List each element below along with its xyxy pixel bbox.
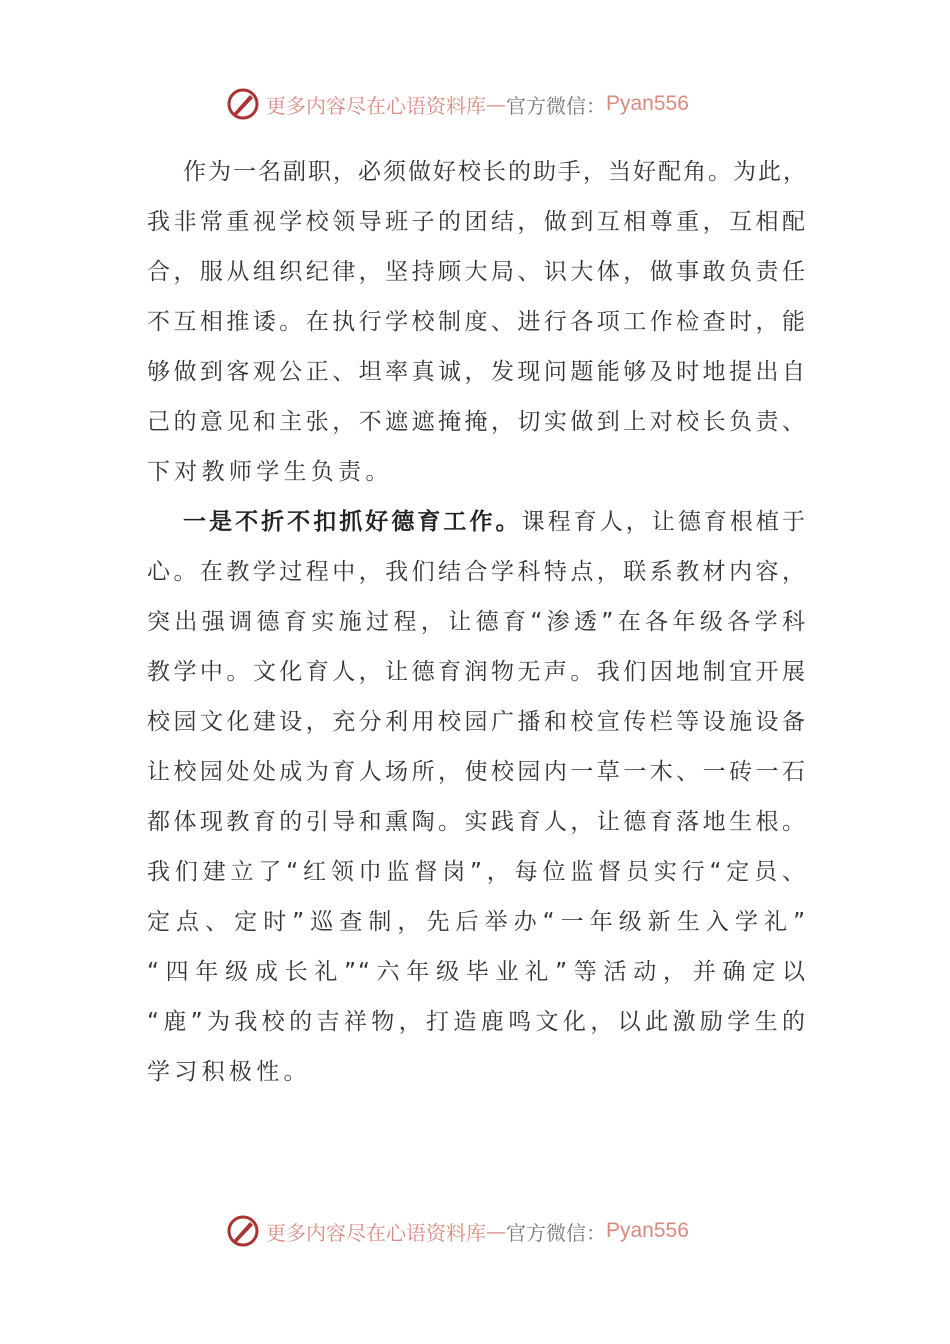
banner-wechat-id: Pyan556 bbox=[606, 92, 689, 115]
text-line bbox=[147, 497, 807, 547]
section-heading: 一是不折不扣抓好德育工作。 bbox=[183, 509, 522, 535]
banner-brand: 更多内容尽在心语资料库 bbox=[266, 93, 486, 118]
text-span: 课程育人，让德育根植于 bbox=[521, 509, 808, 535]
header-banner bbox=[226, 84, 726, 124]
text-line: 我们建立了“红领巾监督岗”，每位监督员实行“定员、 bbox=[147, 859, 807, 885]
paragraph-1 bbox=[147, 147, 807, 497]
text-line: 都体现教育的引导和熏陶。实践育人，让德育落地生根。 bbox=[147, 809, 807, 835]
text-line: 不互相推诿。在执行学校制度、进行各项工作检查时，能 bbox=[147, 309, 807, 335]
text-line: 我非常重视学校领导班子的团结，做到互相尊重，互相配 bbox=[147, 209, 807, 235]
text-line: 让校园处处成为育人场所，使校园内一草一木、一砖一石 bbox=[147, 759, 807, 785]
text-line: “鹿”为我校的吉祥物，打造鹿鸣文化，以此激励学生的 bbox=[147, 1009, 807, 1035]
pen-logo-icon bbox=[226, 1214, 260, 1248]
text-line: 教学中。文化育人，让德育润物无声。我们因地制宜开展 bbox=[147, 659, 807, 685]
text-line: 学习积极性。 bbox=[147, 1059, 311, 1085]
text-line: 心。在教学过程中，我们结合学科特点，联系教材内容， bbox=[147, 559, 807, 585]
banner-dash: — bbox=[486, 92, 506, 116]
text-line: 定点、定时”巡查制，先后举办“一年级新生入学礼” bbox=[147, 909, 807, 935]
pen-logo-icon bbox=[226, 87, 260, 121]
text-line: 己的意见和主张，不遮遮掩掩，切实做到上对校长负责、 bbox=[147, 409, 807, 435]
text-line: 够做到客观公正、坦率真诚，发现问题能够及时地提出自 bbox=[147, 359, 807, 385]
banner-wechat-label: 官方微信： bbox=[506, 1220, 606, 1245]
banner-wechat-label: 官方微信： bbox=[506, 93, 606, 118]
banner-dash: — bbox=[486, 1219, 506, 1243]
text-line: 校园文化建设，充分利用校园广播和校宣传栏等设施设备 bbox=[147, 709, 807, 735]
banner-brand: 更多内容尽在心语资料库 bbox=[266, 1220, 486, 1245]
text-line: 合，服从组织纪律，坚持顾大局、识大体，做事敢负责任 bbox=[147, 259, 807, 285]
banner-wechat-id: Pyan556 bbox=[606, 1219, 689, 1242]
text-line: “四年级成长礼”“六年级毕业礼”等活动，并确定以 bbox=[147, 959, 807, 985]
document-body bbox=[147, 147, 807, 1097]
text-line: 下对教师学生负责。 bbox=[147, 459, 393, 485]
paragraph-2 bbox=[147, 497, 807, 1097]
footer-banner bbox=[226, 1211, 726, 1251]
text-line: 作为一名副职，必须做好校长的助手，当好配角。为此， bbox=[183, 159, 808, 185]
text-line: 突出强调德育实施过程，让德育“渗透”在各年级各学科 bbox=[147, 609, 807, 635]
